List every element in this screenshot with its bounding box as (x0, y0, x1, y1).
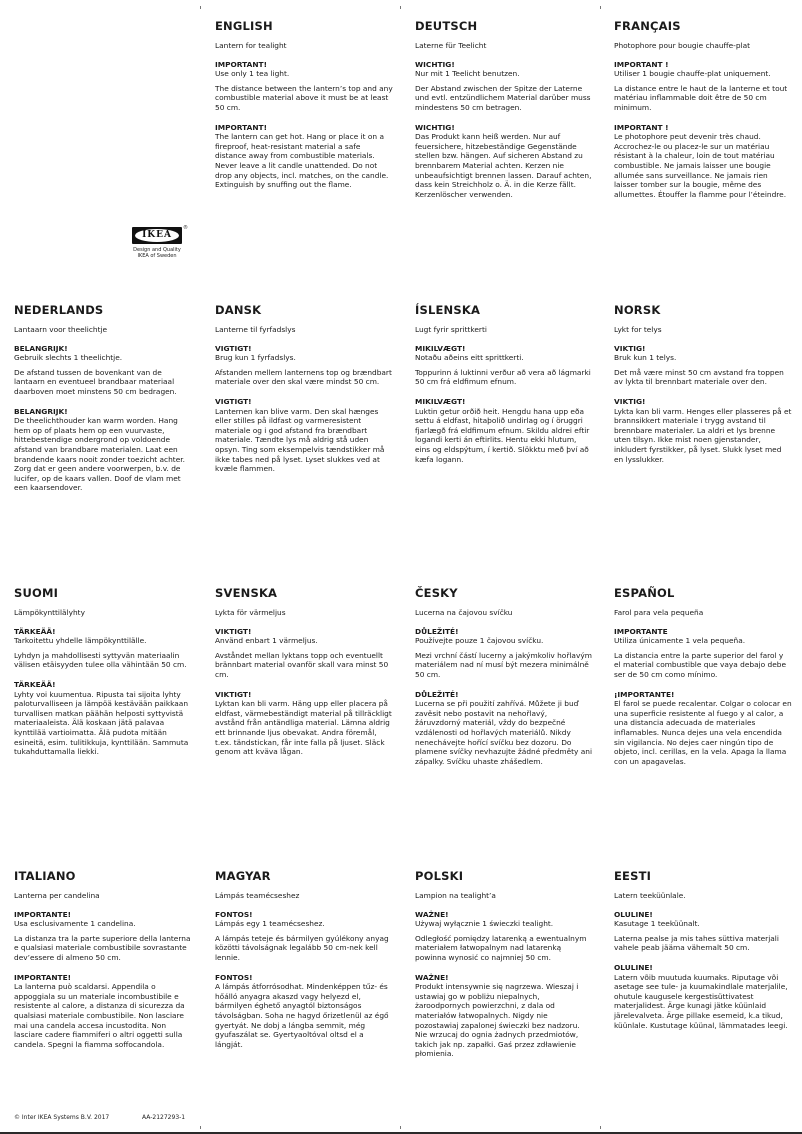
important-label: IMPORTANTE (614, 626, 668, 636)
bottom-fold-mark (600, 1126, 601, 1129)
language-heading: EESTI (614, 869, 652, 883)
section-magyar (215, 870, 393, 1054)
important-label: BELANGRIJK! (14, 406, 68, 416)
language-heading: SVENSKA (215, 586, 278, 600)
language-heading: SUOMI (14, 586, 59, 600)
logo-caption: Design and Quality IKEA of Sweden (133, 247, 181, 259)
ikea-logo-mark: IKEA ® (132, 227, 182, 244)
warning-text: Produkt intensywnie się nagrzewa. Wieszaj i ustawiaj go w pobliżu niepalnych, żaroodpornych powierzchni, z dala od materiałów łatwopalnych. Nigdy nie pozostawiaj zapalonej świeczki bez nadzoru. Nie wrzucaj do ognia żadnych przedmiotów, takich jak np. zapałki. Gaś przez zdławienie płomienia. (415, 982, 580, 1059)
important-label: TÄRKEÄÄ! (14, 626, 56, 636)
important-label: ¡IMPORTANTE! (614, 689, 675, 699)
section-english (215, 20, 393, 195)
important-label: FONTOS! (215, 909, 253, 919)
top-fold-mark (400, 6, 401, 9)
bottom-fold-mark (400, 1126, 401, 1129)
warning-text: El farol se puede recalentar. Colgar o colocar en una superficie resistente al fuego y al calor, a una distancia adecuada de materiales inflamables. Nunca dejes una vela encendida sin vigilancia. No dejes caer ningún tipo de objeto, incl. cerillas, en la vela. Apaga la llama con un apagavelas. (614, 699, 792, 766)
section-francais (614, 20, 792, 204)
distance-text: La distanza tra la parte superiore della lanterna e qualsiasi materiale combustibile sovrastante dev’essere di almeno 50 cm. (14, 933, 191, 962)
language-heading: POLSKI (415, 869, 464, 883)
language-heading: DEUTSCH (415, 19, 478, 33)
important-label: IMPORTANTE! (14, 972, 71, 982)
important-label: VIKTIG! (614, 396, 646, 406)
section-nederlands (14, 304, 192, 498)
important-label: VIGTIGT! (215, 343, 252, 353)
product-name: Lämpökynttilälyhty (14, 608, 85, 617)
warning-text: Lyktan kan bli varm. Häng upp eller placera på eldfast, värmebeständigt material på tillräckligt avstånd från antändliga material. Lämna aldrig ett brinnande ljus obevakat. Andra föremål, t.ex. tändstickan, får inte falla på ljuset. Släck genom att kväva lågan. (215, 699, 392, 757)
language-heading: MAGYAR (215, 869, 271, 883)
product-name: Lantaarn voor theelichtje (14, 325, 108, 334)
language-heading: FRANÇAIS (614, 19, 681, 33)
warning-text: Le photophore peut devenir très chaud. Accrochez-le ou placez-le sur un matériau résistant à la chaleur, loin de tout matériau combustible. Ne jamais laisser une bougie allumée sans surveillance. Ne jamais rien laisser tomber sur la bougie, même des allumettes. Étouffer la flamme pour l’éteindre. (614, 132, 787, 199)
important-label: VIKTIGT! (215, 626, 252, 636)
distance-text: Der Abstand zwischen der Spitze der Laterne und evtl. entzündlichem Material darüber muss mindestens 50 cm betragen. (415, 83, 591, 112)
product-name: Photophore pour bougie chauffe-plat (614, 41, 751, 50)
important-label: WICHTIG! (415, 122, 455, 132)
usage-text: Kasutage 1 teeküünalt. (614, 919, 700, 929)
language-heading: ESPAÑOL (614, 586, 675, 600)
usage-text: Gebruik slechts 1 theelichtje. (14, 353, 123, 363)
product-name: Farol para vela pequeña (614, 608, 704, 617)
section-cesky (415, 587, 593, 771)
product-name: Lucerna na čajovou svíčku (415, 608, 513, 617)
language-heading: ÍSLENSKA (415, 303, 481, 317)
top-fold-mark (600, 6, 601, 9)
language-heading: ENGLISH (215, 19, 273, 33)
usage-text: Utiliza únicamente 1 vela pequeña. (614, 636, 746, 646)
usage-text: Bruk kun 1 telys. (614, 353, 677, 363)
copyright-notice: © Inter IKEA Systems B.V. 2017 (14, 1114, 110, 1121)
top-fold-mark (200, 6, 201, 9)
warning-text: Lanternen kan blive varm. Den skal hænges eller stilles på ildfast og varmeresistent materiale og i god afstand fra brændbart materiale. Tændte lys må aldrig stå uden opsyn. Ting som eksempelvis tændstikker må ikke tabes ned på lyset. Lyset slukkes ved at kvæle flammen. (215, 406, 385, 474)
important-label: MIKILVÆGT! (415, 343, 466, 353)
warning-text: A lámpás átforrósodhat. Mindenképpen tűz- és hőálló anyagra akaszd vagy helyezd el, bármilyen éghető anyagtól biztonságos távolságban. Soha ne hagyd őrizetlenül az égő gyertyát. Ne dobj a lángba semmit, még gyufaszálat se. Gyertyaoltóval oltsd el a lángját. (215, 982, 389, 1049)
distance-text: Det må være minst 50 cm avstand fra toppen av lykta til brennbart materiale over den. (614, 367, 784, 387)
usage-text: Używaj wyłącznie 1 świeczki tealight. (415, 919, 554, 929)
language-heading: NORSK (614, 303, 661, 317)
distance-text: Laterna pealse ja mis tahes süttiva materjali vahele peab jääma vähemalt 50 cm. (614, 933, 779, 953)
product-name: Lanterna per candelina (14, 891, 100, 900)
warning-text: Latern võib muutuda kuumaks. Riputage või asetage see tule- ja kuumakindlale materjalile, ohutule kaugusele kergestisüttivatest materjalidest. Ärge kunagi jätke küünlaid järelevalveta. Ärge pillake esemeid, k.a tikud, küünlale. Kustutage küünal, lämmatades leegi. (614, 972, 788, 1030)
section-svenska (215, 587, 393, 762)
distance-text: Mezi vrchní částí lucerny a jakýmkoliv hořlavým materiálem nad ní musí být mezera minimálně 50 cm. (415, 650, 592, 679)
language-heading: NEDERLANDS (14, 303, 104, 317)
product-name: Lykt for telys (614, 325, 662, 334)
section-norsk (614, 304, 792, 469)
product-name: Lykta för värmeljus (215, 608, 286, 617)
product-name: Laterne für Teelicht (415, 41, 487, 50)
warning-text: Luktin getur orðið heit. Hengdu hana upp eða settu á eldfast, hitaþolið undirlag og í öruggri fjarlægð frá eldfimum efnum. Skildu aldrei eftir logandi kerti án eftirlits. Hentu ekki hlutum, eins og eldspýtum, í kertið. Slökktu með því að kæfa logann. (415, 406, 590, 464)
product-name: Lampion na tealight’a (415, 891, 496, 900)
section-dansk (215, 304, 393, 479)
usage-text: Utiliser 1 bougie chauffe-plat uniquement. (614, 69, 771, 79)
section-deutsch (415, 20, 593, 204)
language-heading: ČESKY (415, 586, 458, 600)
distance-text: The distance between the lantern’s top and any combustible material above it must be at least 50 cm. (215, 83, 393, 112)
distance-text: Toppurinn á luktinni verður að vera að lágmarki 50 cm frá eldfimum efnum. (415, 367, 591, 387)
usage-text: Use only 1 tea light. (215, 69, 290, 79)
warning-text: Lucerna se při použití zahřívá. Můžete ji buď zavěsit nebo postavit na nehořlavý, žáruvzdorný materiál, vždy do bezpečné vzdálenosti od hořlavých materiálů. Nikdy nenechávejte hořící svíčku bez dozoru. Do plamene svíčky nevhazujte žádné předměty ani zápalky. Svíčku uhaste zhášedlem. (415, 699, 593, 766)
important-label: IMPORTANTE! (14, 909, 71, 919)
distance-text: Lyhdyn ja mahdollisesti syttyvän materiaalin välisen etäisyyden tulee olla vähintään 50 cm. (14, 650, 187, 670)
important-label: OLULINE! (614, 962, 653, 972)
distance-text: De afstand tussen de bovenkant van de lantaarn en eventueel brandbaar materiaal daarboven moet minstens 50 cm bedragen. (14, 367, 177, 396)
section-suomi (14, 587, 192, 762)
important-label: OLULINE! (614, 909, 653, 919)
usage-text: Notaðu aðeins eitt sprittkerti. (415, 353, 524, 363)
warning-text: Lyhty voi kuumentua. Ripusta tai sijoita lyhty paloturvalliseen ja lämpöä kestävään paikkaan turvallisen matkan päähän helposti syttyvistä materiaaleista. Älä koskaan jätä palavaa kynttilää vartioimatta. Älä pudota mitään esineitä, esim. tulitikkuja, kynttilään. Sammuta tukahduttamalla liekki. (14, 689, 189, 757)
usage-text: Používejte pouze 1 čajovou svíčku. (415, 636, 544, 646)
important-label: DŮLEŽITÉ! (415, 626, 459, 636)
important-label: VIKTIG! (614, 343, 646, 353)
product-name: Lantern for tealight (215, 41, 287, 50)
distance-text: Afstanden mellem lanternens top og brændbart materiale over den skal være mindst 50 cm. (215, 367, 392, 387)
ikea-logo (132, 227, 188, 259)
important-label: BELANGRIJK! (14, 343, 68, 353)
important-label: WICHTIG! (415, 59, 455, 69)
document-id: AA-2127293-1 (142, 1114, 186, 1121)
bottom-fold-mark (200, 1126, 201, 1129)
section-espanol (614, 587, 792, 771)
usage-text: Usa esclusivamente 1 candelina. (14, 919, 136, 929)
warning-text: Lykta kan bli varm. Henges eller plasseres på et brannsikkert materiale i trygg avstand til brennbare materialer. La aldri et lys brenne uten tilsyn. Ikke mist noen gjenstander, inkludert fyrstikker, på lyset. Slukk lyset med en lysslukker. (614, 406, 792, 464)
product-name: Lanterne til fyrfadslys (215, 325, 296, 334)
important-label: IMPORTANT ! (614, 59, 669, 69)
product-name: Latern teeküünlale. (614, 891, 686, 900)
usage-text: Tarkoitettu yhdelle lämpökynttilälle. (14, 636, 147, 646)
distance-text: Avståndet mellan lyktans topp och eventuellt brännbart material ovanför skall vara minst 50 cm. (215, 650, 389, 679)
important-label: MIKILVÆGT! (415, 396, 466, 406)
important-label: IMPORTANT! (215, 122, 267, 132)
section-islenska (415, 304, 593, 469)
section-italiano (14, 870, 192, 1054)
section-polski (415, 870, 593, 1064)
usage-text: Använd enbart 1 värmeljus. (215, 636, 318, 646)
warning-text: The lantern can get hot. Hang or place it on a fireproof, heat-resistant material a safe distance away from combustible materials. Never leave a lit candle unattended. Do not drop any objects, incl. matches, on the candle. Extinguish by snuffing out the flame. (215, 132, 389, 190)
important-label: IMPORTANT! (215, 59, 267, 69)
important-label: WAŻNE! (415, 909, 449, 919)
distance-text: La distance entre le haut de la lanterne et tout matériau inflammable doit être de 50 cm minimum. (614, 83, 788, 112)
usage-text: Nur mit 1 Teelicht benutzen. (415, 69, 520, 79)
warning-text: La lanterna può scaldarsi. Appendila o appoggiala su un materiale incombustibile e resistente al calore, a distanza di sicurezza da qualsiasi materiale combustibile. Non lasciare mai una candela accesa incustodita. Non lasciare cadere fiammiferi o altri oggetti sulla candela. Spegni la fiamma soffocandola. (14, 982, 185, 1049)
language-heading: ITALIANO (14, 869, 76, 883)
important-label: IMPORTANT ! (614, 122, 669, 132)
product-name: Lámpás teamécseshez (215, 891, 300, 900)
warning-text: Das Produkt kann heiß werden. Nur auf feuersichere, hitzebeständige Gegenstände stellen bzw. hängen. Auf sicheren Abstand zu brennbarem Material achten. Kerzen nie unbeaufsichtigt brennen lassen. Darauf achten, dass kein Streichholz o. Ä. in die Kerze fällt. Kerzenlöscher verwenden. (415, 132, 592, 199)
section-eesti (614, 870, 792, 1035)
distance-text: A lámpás teteje és bármilyen gyúlékony anyag közötti távolságnak legalább 50 cm-nek kell lennie. (215, 933, 389, 962)
important-label: FONTOS! (215, 972, 253, 982)
warning-text: De theelichthouder kan warm worden. Hang hem op of plaats hem op een vuurvaste, hittebestendige ondergrond op voldoende afstand van brandbare materialen. Laat een brandende kaars nooit zonder toezicht achter. Zorg dat er geen andere voorwerpen, b.v. de lucifer, op de kaars vallen. Doof de vlam met een kaarsendover. (14, 416, 185, 493)
language-heading: DANSK (215, 303, 262, 317)
important-label: VIGTIGT! (215, 396, 252, 406)
usage-text: Brug kun 1 fyrfadslys. (215, 353, 296, 363)
usage-text: Lámpás egy 1 teamécseshez. (215, 919, 325, 929)
distance-text: Odległość pomiędzy latarenką a ewentualnym materiałem łatwopalnym nad latarenką powinna wynosić co najmniej 50 cm. (415, 933, 587, 962)
distance-text: La distancia entre la parte superior del farol y el material combustible que vaya debajo debe ser de 50 cm como mínimo. (614, 650, 787, 679)
important-label: DŮLEŽITÉ! (415, 689, 459, 699)
important-label: VIKTIGT! (215, 689, 252, 699)
important-label: TÄRKEÄÄ! (14, 679, 56, 689)
product-name: Lugt fyrir sprittkerti (415, 325, 487, 334)
registered-mark: ® (183, 225, 188, 231)
important-label: WAŻNE! (415, 972, 449, 982)
